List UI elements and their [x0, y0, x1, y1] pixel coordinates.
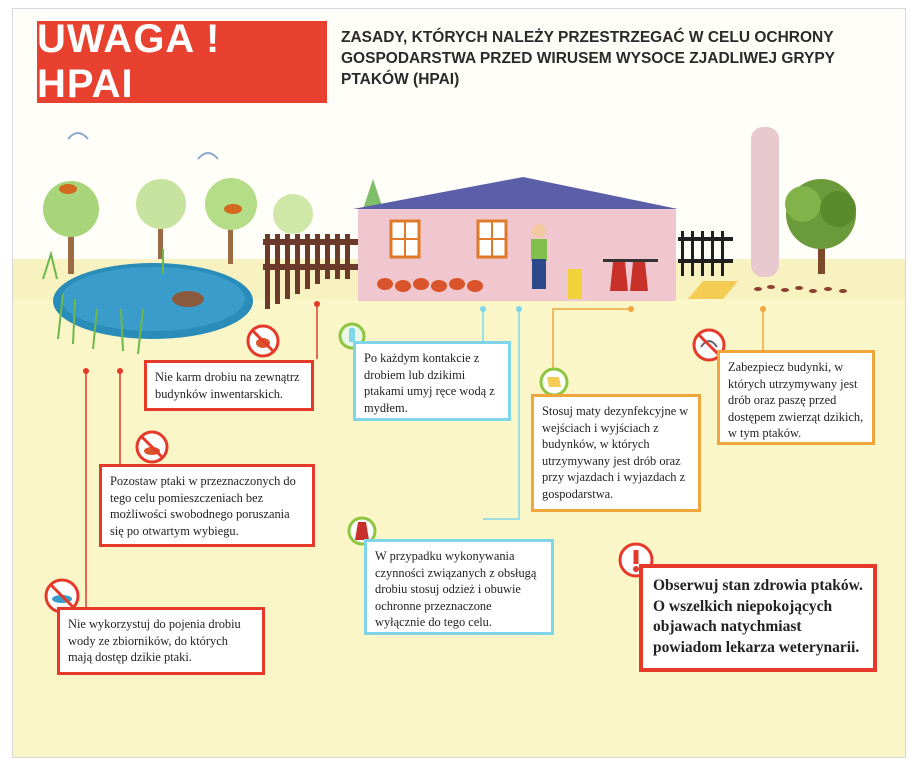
rule-card-protective-clothing	[364, 539, 554, 635]
rule-card-keep-indoors	[99, 464, 315, 547]
rule-card-disinfection-mats	[531, 394, 701, 512]
mat-icon	[539, 367, 569, 397]
rule-text: Zabezpiecz budynki, w których utrzymywany jest drób oraz paszę przed dostępem zwierząt dzikich, w tym ptaków.	[728, 360, 864, 440]
no-free-range-icon	[134, 429, 170, 465]
rule-card-observe-health	[639, 564, 877, 672]
poster	[12, 8, 906, 758]
rule-card-wash-hands	[353, 341, 511, 421]
rule-card-no-feed-outside	[144, 360, 314, 411]
page-title: UWAGA ! HPAI	[37, 17, 221, 106]
rule-text: Nie wykorzystuj do pojenia drobiu wody ze zbiorników, do których mają dostęp dzikie ptaki.	[68, 617, 241, 664]
rule-text: Stosuj maty dezynfekcyjne w wejściach i wyjściach z budynków, w których utrzymywany jest drób oraz przy wjazdach i wyjazdach z gospodarstwa.	[542, 404, 689, 501]
rule-text: Pozostaw ptaki w przeznaczonych do tego celu pomieszczeniach bez możliwości swobodnego poruszania się po otwartym wybiegu.	[110, 474, 296, 538]
page-subtitle: ZASADY, KTÓRYCH NALEŻY PRZESTRZEGAĆ W CELU OCHRONY GOSPODARSTWA PRZED WIRUSEM WYSOCE ZJADLIWEJ GRYPY PTAKÓW (HPAI)	[341, 29, 835, 88]
rule-card-secure-buildings	[717, 350, 875, 445]
rule-text: W przypadku wykonywania czynności związanych z obsługą drobiu stosuj odzież i obuwie ochronne przeznaczone wyłącznie do tego celu.	[375, 549, 537, 629]
title-banner	[37, 17, 327, 106]
rule-text: Obserwuj stan zdrowia ptaków. O wszelkich niepokojących objawach natychmiast powiadom lekarza weterynarii.	[653, 577, 863, 656]
no-feeding-icon	[245, 323, 281, 359]
rule-card-no-wild-water	[57, 607, 265, 675]
rule-text: Po każdym kontakcie z drobiem lub dzikimi ptakami umyj ręce wodą z mydłem.	[364, 351, 495, 415]
rule-text: Nie karm drobiu na zewnątrz budynków inwentarskich.	[155, 370, 300, 401]
